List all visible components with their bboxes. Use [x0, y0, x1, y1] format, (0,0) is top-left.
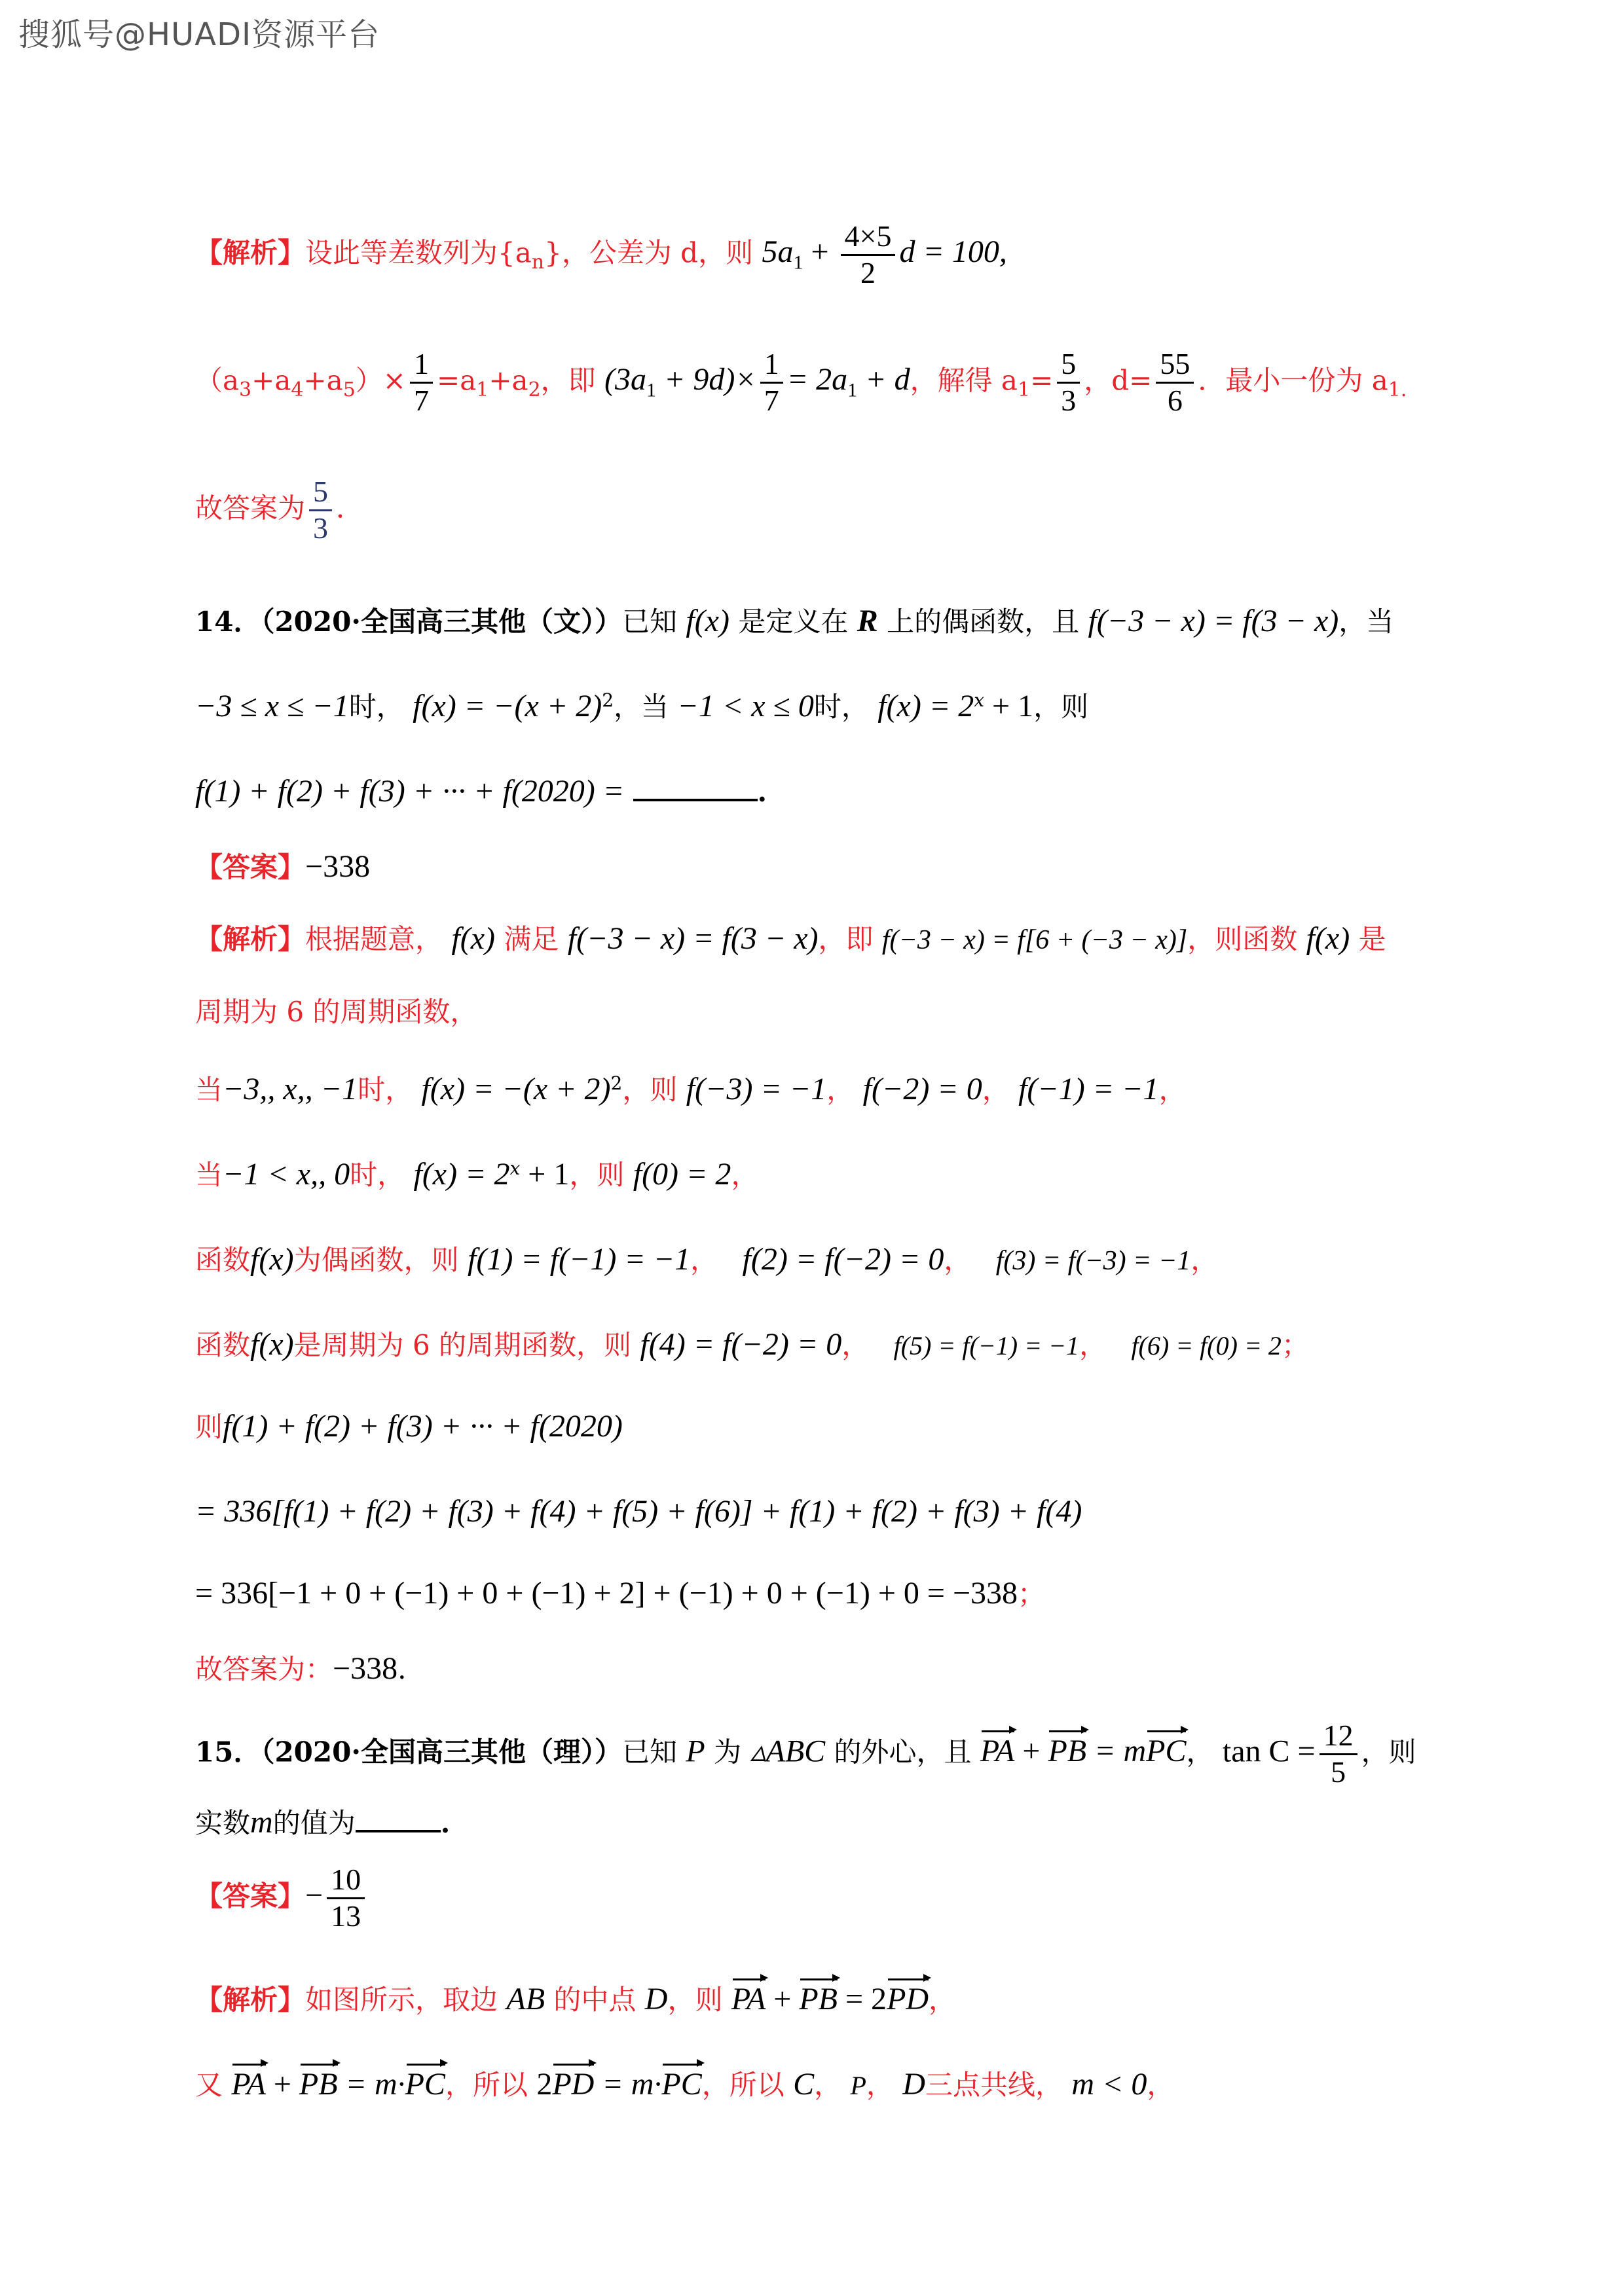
math-term: f(6) = f(0) = 2 [1131, 1331, 1282, 1360]
q14-text: ，则 [569, 1159, 625, 1191]
q13-text: ．最小一份为 a [1198, 364, 1388, 397]
vector-PC: PC [1146, 1729, 1186, 1767]
subscript: 3 [239, 378, 252, 401]
subscript: n [531, 250, 545, 274]
math-term: f(x) = −(x + 2) [413, 689, 602, 723]
analysis-tag: 【解析】 [195, 923, 306, 955]
q15-text: ， [929, 1984, 957, 2016]
math-term: + 9d)× [656, 362, 756, 397]
q15-analysis-line-1 [195, 1977, 956, 2015]
q13-text: （a [195, 364, 240, 397]
q14-analysis-line-1 [195, 923, 1386, 955]
q15-text: ， [814, 2069, 842, 2101]
q13-text: 故答案为 [195, 492, 306, 524]
q14-analysis-line-8 [195, 1496, 1082, 1527]
q14-text: ， [982, 1074, 1010, 1106]
math-term: R [857, 604, 878, 638]
q15-text: 的值为 [272, 1807, 356, 1839]
subscript: 4 [291, 378, 304, 401]
answer-blank [356, 1830, 441, 1832]
analysis-tag: 【解析】 [195, 236, 306, 269]
q15-analysis-line-2 [195, 2062, 1174, 2100]
superscript: x [509, 1157, 521, 1179]
math-term: f(x) [1306, 921, 1350, 956]
math-term: f(1) = f(−1) = −1 [468, 1242, 691, 1277]
q14-text: 故答案为： [195, 1653, 333, 1685]
q15-text: ， [866, 2069, 894, 2101]
q14-text: ， [826, 1074, 855, 1106]
q15-text: 的外心，且 [834, 1736, 972, 1768]
q14-text: ， [1079, 1329, 1107, 1361]
q15-text: . [440, 1807, 451, 1839]
math-term: −1 < x,, 0 [223, 1157, 350, 1192]
math-op: − [305, 1878, 323, 1913]
math-term: m [250, 1805, 273, 1840]
q14-text: 函数 [195, 1329, 251, 1361]
math-term: f(x) = 2 [413, 1157, 510, 1192]
numerator: 12 [1320, 1719, 1357, 1755]
q14-text: 周期为 6 的周期函数， [195, 996, 478, 1028]
vector-eq [231, 2067, 445, 2102]
question-source: （2020·全国高三其他（文）） [261, 606, 622, 638]
q13-answer-line [195, 475, 363, 546]
subscript: 1 [793, 252, 803, 274]
math-term: AB [506, 1982, 545, 2016]
q14-analysis-line-3 [195, 1074, 1187, 1105]
math-term: P [850, 2071, 866, 2100]
q14-analysis-line-6 [195, 1329, 1309, 1360]
vector-eq [980, 1734, 1187, 1768]
q14-text: ； [1281, 1329, 1309, 1361]
math-term: f(1) + f(2) + f(3) + ··· + f(2020) [223, 1409, 623, 1444]
math-term: f(4) = f(−2) = 0 [640, 1327, 842, 1362]
subscript: 1 [1017, 378, 1031, 401]
q14-analysis-line-2 [195, 998, 477, 1026]
math-term: + 1 [984, 689, 1034, 723]
q14-text: ， [1158, 1074, 1187, 1106]
vector-PB: PB [799, 1977, 838, 2015]
q15-text: ， [1147, 2069, 1175, 2101]
q14-text: 时， [813, 691, 869, 723]
q13-analysis-line-2 [195, 347, 1407, 418]
q14-text: . [397, 1653, 407, 1685]
fraction [410, 347, 433, 418]
q15-text: ，则 [1361, 1736, 1416, 1768]
math-term: −338 [333, 1651, 398, 1686]
q13-text: ，即 [540, 364, 596, 397]
denominator: 3 [1061, 383, 1077, 417]
denominator: 7 [414, 383, 429, 417]
denominator: 2 [860, 255, 876, 289]
answer-value: −338 [305, 849, 371, 884]
q14-text: ，当 [614, 691, 669, 723]
q15-text: 的中点 [553, 1984, 637, 2016]
math-term: −3 ≤ x ≤ −1 [195, 689, 349, 723]
numerator: 1 [760, 347, 783, 384]
math-term: + 1 [520, 1157, 570, 1192]
q13-text: ，解得 a [910, 364, 1018, 397]
vector-PD: PD [552, 2062, 594, 2100]
math-term: C [793, 2067, 815, 2102]
subscript: 1 [646, 380, 657, 401]
q13-math-2 [604, 347, 910, 417]
answer-blank [633, 799, 758, 801]
math-term: f(−3 − x) = f(3 − x) [1088, 604, 1339, 638]
q15-text: 已知 [621, 1736, 677, 1768]
q15-text: 三点共线， [925, 2069, 1063, 2101]
q15-title-line-2 [195, 1807, 450, 1838]
math-term: 2 [536, 2067, 553, 2102]
math-op: = m· [337, 2067, 405, 2102]
q15-text: 如图所示，取边 [305, 1984, 498, 2016]
q13-math [762, 219, 1007, 289]
superscript: 2 [602, 689, 614, 711]
q13-analysis-line-1 [195, 219, 1007, 291]
q14-analysis-line-9 [195, 1578, 1045, 1609]
denominator: 7 [764, 383, 779, 417]
q14-text: ， [690, 1244, 718, 1276]
q14-analysis-line-5 [195, 1244, 1218, 1275]
superscript: x [974, 689, 985, 711]
subscript: 5 [342, 378, 356, 401]
q15-text: ，所以 [701, 2069, 784, 2101]
fraction [841, 219, 896, 291]
subscript: 1. [1388, 378, 1407, 401]
q14-text: 已知 [621, 606, 677, 638]
numerator: 4×5 [841, 219, 896, 256]
q14-title-line-3 [195, 776, 767, 807]
q14-text: ， [841, 1329, 870, 1361]
q14-text: 根据题意， [305, 923, 443, 955]
q14-text: 当 [195, 1074, 223, 1106]
math-op: + [1014, 1734, 1048, 1769]
q13-text: = [1030, 364, 1054, 397]
math-term: f(1) + f(2) + f(3) + ··· + f(2020) = [195, 774, 625, 809]
q14-text: . [757, 776, 767, 808]
q14-analysis-line-7 [195, 1411, 623, 1442]
math-term: (3a [604, 362, 647, 397]
q14-text: ，即 [818, 923, 874, 955]
q13-text: ，d= [1084, 364, 1153, 397]
math-term: f(x) [250, 1327, 294, 1362]
math-op: = m· [594, 2067, 662, 2102]
math-term: f(3) = f(−3) = −1 [995, 1246, 1191, 1276]
math-term: f(−3) = −1 [686, 1072, 827, 1106]
superscript: 2 [610, 1072, 623, 1094]
vector-PC: PC [661, 2062, 701, 2100]
q14-text: 为偶函数，则 [293, 1244, 459, 1276]
q13-text: 设此等差数列为{a [305, 236, 532, 269]
vector-PA: PA [980, 1729, 1014, 1767]
q15-answer [195, 1863, 369, 1934]
q15-text: 为 [714, 1736, 742, 1768]
math-term: f(5) = f(−1) = −1 [893, 1331, 1080, 1360]
watermark: 搜狐号@HUADI资源平台 [18, 16, 380, 53]
math-term: 5a [762, 234, 794, 270]
q15-text: 又 [195, 2069, 223, 2101]
math-term: f(x) [451, 921, 495, 956]
q15-text: ，则 [667, 1984, 723, 2016]
math-term: f(x) = −(x + 2) [421, 1072, 611, 1106]
q15-text: ， [1186, 1736, 1214, 1768]
math-op: = 2 [837, 1982, 887, 2016]
math-term: −1 < x ≤ 0 [677, 689, 814, 723]
fraction [309, 475, 332, 546]
question-source: （2020·全国高三其他（理）） [261, 1736, 622, 1768]
denominator: 13 [331, 1899, 361, 1933]
math-term: = 2a [786, 362, 848, 397]
subscript: 1 [476, 378, 489, 401]
q14-text: ， [944, 1244, 972, 1276]
math-term: + d [857, 362, 910, 397]
vector-eq [536, 2067, 701, 2102]
q14-text: 是 [1358, 923, 1386, 955]
q14-text: 则 [195, 1411, 223, 1443]
math-term: f(−3 − x) = f[6 + (−3 − x)] [881, 925, 1188, 955]
subscript: 2 [528, 378, 541, 401]
numerator: 10 [327, 1863, 365, 1899]
q15-text: 实数 [195, 1807, 251, 1839]
q14-text: 是定义在 [738, 606, 849, 638]
q14-text: ，则函数 [1187, 923, 1298, 955]
numerator: 1 [410, 347, 433, 384]
answer-tag: 【答案】 [195, 851, 306, 883]
numerator: 5 [1057, 347, 1080, 384]
q14-text: ， [1190, 1244, 1219, 1276]
math-term: D [644, 1982, 668, 2016]
q15-title-line-1 [195, 1719, 1416, 1790]
math-term: f(0) = 2 [633, 1157, 731, 1192]
math-term: d = 100, [899, 234, 1007, 270]
q14-text: ， [731, 1159, 759, 1191]
q13-text: +a [489, 364, 528, 397]
denominator: 3 [313, 511, 329, 545]
math-term: f(2) = f(−2) = 0 [742, 1242, 944, 1277]
q13-text: ）× [355, 364, 406, 397]
q13-text: ． [336, 492, 364, 524]
q14-text: ； [1018, 1578, 1046, 1610]
fraction [1156, 347, 1194, 418]
vector-PA: PA [731, 1977, 766, 2015]
vector-PD: PD [887, 1977, 929, 2015]
vector-PC: PC [405, 2062, 445, 2100]
fraction [1057, 347, 1080, 418]
analysis-tag: 【解析】 [195, 1984, 306, 2016]
q13-text: =a [437, 364, 477, 397]
q14-text: ，则 [1033, 691, 1089, 723]
question-number: 15． [195, 1736, 261, 1768]
math-term: f(x) = 2 [877, 689, 974, 723]
math-op: = m [1086, 1734, 1147, 1769]
math-term: −3,, x,, −1 [223, 1072, 358, 1106]
math-term: D [902, 2067, 925, 2102]
math-term: f(x) [250, 1242, 294, 1277]
q14-text: ，当 [1338, 606, 1394, 638]
q13-text: +a [251, 364, 291, 397]
math-op: + [766, 1982, 800, 2016]
q14-text: 时， [348, 691, 404, 723]
denominator: 5 [1331, 1755, 1346, 1789]
math-term: tan C = [1222, 1734, 1316, 1769]
q14-text: 当 [195, 1159, 223, 1191]
q14-text: 时， [350, 1159, 405, 1191]
q14-text: 满足 [504, 923, 559, 955]
q14-title-line-2 [195, 691, 1088, 722]
math-term: = 336[−1 + 0 + (−1) + 0 + (−1) + 2] + (−1) + 0 + (−1) + 0 = −338 [195, 1576, 1018, 1611]
numerator: 5 [309, 475, 332, 511]
math-term: f(x) [686, 604, 729, 638]
q13-text: }，公差为 d，则 [544, 236, 754, 269]
q14-analysis-line-10 [195, 1653, 406, 1685]
q14-text: 函数 [195, 1244, 251, 1276]
q14-text: 上的偶函数，且 [887, 606, 1080, 638]
math-term: = 336[f(1) + f(2) + f(3) + f(4) + f(5) + f(6)] + f(1) + f(2) + f(3) + f(4) [195, 1494, 1082, 1529]
q13-text: +a [303, 364, 343, 397]
vector-eq [731, 1982, 929, 2016]
math-term: f(−3 − x) = f(3 − x) [567, 921, 819, 956]
math-term: ▵ABC [750, 1734, 826, 1769]
denominator: 6 [1167, 383, 1183, 417]
math-term: m < 0 [1071, 2067, 1147, 2102]
vector-PB: PB [1048, 1729, 1086, 1767]
subscript: 1 [847, 380, 858, 401]
fraction [1320, 1719, 1357, 1790]
q14-analysis-line-4 [195, 1159, 758, 1190]
q14-answer [195, 851, 370, 883]
fraction [760, 347, 783, 418]
q14-text: 时， [358, 1074, 413, 1106]
math-term: P [686, 1734, 705, 1769]
question-number: 14． [195, 606, 261, 638]
numerator: 55 [1156, 347, 1194, 384]
q14-text: ，则 [622, 1074, 678, 1106]
q15-text: ，所以 [445, 2069, 528, 2101]
q14-text: 是周期为 6 的周期函数，则 [293, 1329, 632, 1361]
vector-PB: PB [299, 2062, 338, 2100]
math-term: f(−2) = 0 [862, 1072, 982, 1106]
math-term: f(−1) = −1 [1018, 1072, 1159, 1106]
q14-title-line-1 [195, 606, 1393, 637]
answer-tag: 【答案】 [195, 1880, 306, 1912]
math-op: + [803, 234, 837, 270]
fraction [327, 1863, 365, 1934]
vector-PA: PA [231, 2062, 265, 2100]
math-op: + [265, 2067, 299, 2102]
